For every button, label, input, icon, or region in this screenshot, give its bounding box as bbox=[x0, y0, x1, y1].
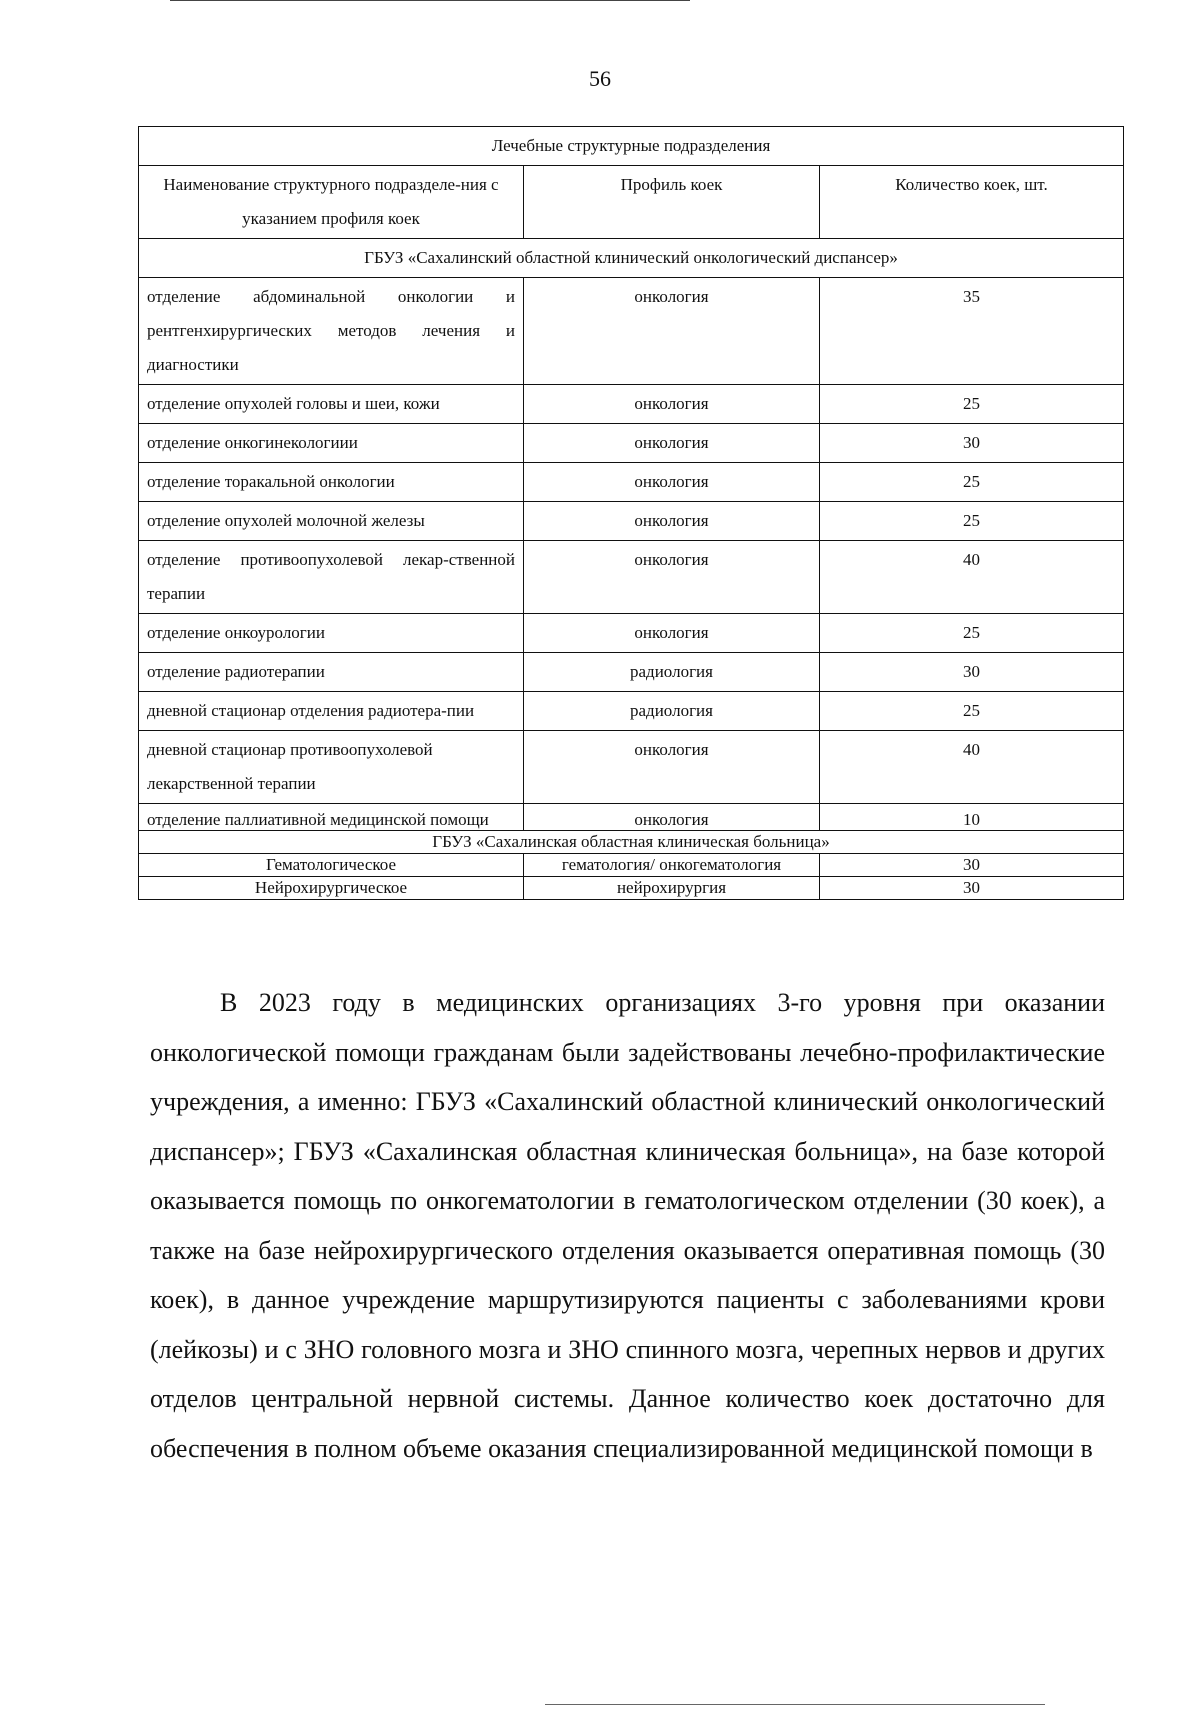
table-row bbox=[139, 463, 1124, 502]
bed-count: 30 bbox=[820, 653, 1124, 692]
table-caption: Лечебные структурные подразделения bbox=[139, 127, 1124, 166]
group-title-row bbox=[139, 831, 1124, 854]
bed-count: 40 bbox=[820, 541, 1124, 614]
table-row bbox=[139, 854, 1124, 877]
table-row bbox=[139, 692, 1124, 731]
unit-name: отделение онкоурологии bbox=[139, 614, 524, 653]
bed-count: 40 bbox=[820, 731, 1124, 804]
page-number: 56 bbox=[589, 66, 611, 91]
table-caption-row bbox=[139, 127, 1124, 166]
table-row bbox=[139, 424, 1124, 463]
bed-count: 30 bbox=[820, 424, 1124, 463]
table-row bbox=[139, 877, 1124, 900]
bed-profile: онкология bbox=[524, 502, 820, 541]
table-row bbox=[139, 614, 1124, 653]
unit-name: отделение опухолей молочной железы bbox=[139, 502, 524, 541]
unit-name: отделение абдоминальной онкологии и рентгенхирургических методов лечения и диагностики bbox=[139, 278, 524, 385]
group-title-oncology-dispensary: ГБУЗ «Сахалинский областной клинический онкологический диспансер» bbox=[139, 239, 1124, 278]
bed-profile: онкология bbox=[524, 541, 820, 614]
bed-profile: онкология bbox=[524, 614, 820, 653]
unit-name: отделение торакальной онкологии bbox=[139, 463, 524, 502]
table-row bbox=[139, 541, 1124, 614]
table-row bbox=[139, 502, 1124, 541]
unit-name: отделение противоопухолевой лекар-ственной терапии bbox=[139, 541, 524, 614]
header-unit-name: Наименование структурного подразделе-ния с указанием профиля коек bbox=[139, 166, 524, 239]
top-edge-rule bbox=[170, 0, 690, 2]
unit-name: Нейрохирургическое bbox=[139, 877, 524, 900]
bed-count: 25 bbox=[820, 502, 1124, 541]
table-header-row bbox=[139, 166, 1124, 239]
bed-count: 10 bbox=[820, 804, 1124, 831]
unit-name: отделение онкогинекологиии bbox=[139, 424, 524, 463]
table-row bbox=[139, 731, 1124, 804]
unit-name: дневной стационар противоопухолевой лекарственной терапии bbox=[139, 731, 524, 804]
bed-profile: онкология bbox=[524, 463, 820, 502]
unit-name: отделение опухолей головы и шеи, кожи bbox=[139, 385, 524, 424]
header-bed-profile: Профиль коек bbox=[524, 166, 820, 239]
bed-profile: радиология bbox=[524, 692, 820, 731]
unit-name: отделение радиотерапии bbox=[139, 653, 524, 692]
header-bed-count: Количество коек, шт. bbox=[820, 166, 1124, 239]
table-row bbox=[139, 278, 1124, 385]
unit-name: отделение паллиативной медицинской помощи bbox=[139, 804, 524, 831]
bed-profile: онкология bbox=[524, 424, 820, 463]
unit-name: Гематологическое bbox=[139, 854, 524, 877]
body-paragraph: В 2023 году в медицинских организациях 3-го уровня при оказании онкологической помощи гражданам были задействованы лечебно-профилактические учреждения, а именно: ГБУЗ «Сахалинский областной клинический онкологический диспансер»; ГБУЗ «Сахалинская областная клиническая больница», на базе которой оказывается помощь по онкогематологии в гематологическом отделении (30 коек), а также на базе нейрохирургического отделения оказывается оперативная помощь (30 коек), в данное учреждение маршрутизируются пациенты с заболеваниями крови (лейкозы) и с ЗНО головного мозга и ЗНО спинного мозга, черепных нервов и других отделов центральной нервной системы. Данное количество коек достаточно для обеспечения в полном объеме оказания специализированной медицинской помощи в bbox=[150, 988, 1105, 1463]
bed-count: 35 bbox=[820, 278, 1124, 385]
bed-count: 25 bbox=[820, 385, 1124, 424]
bed-profile: онкология bbox=[524, 804, 820, 831]
bed-profile: онкология bbox=[524, 385, 820, 424]
group-title-clinical-hospital: ГБУЗ «Сахалинская областная клиническая больница» bbox=[139, 831, 1124, 854]
bed-count: 25 bbox=[820, 692, 1124, 731]
bed-profile: онкология bbox=[524, 731, 820, 804]
table-row bbox=[139, 385, 1124, 424]
bed-count: 30 bbox=[820, 877, 1124, 900]
group-title-row bbox=[139, 239, 1124, 278]
unit-name: дневной стационар отделения радиотера-пии bbox=[139, 692, 524, 731]
bed-profile: нейрохирургия bbox=[524, 877, 820, 900]
table-row bbox=[139, 653, 1124, 692]
bed-count: 30 bbox=[820, 854, 1124, 877]
bed-profile: онкология bbox=[524, 278, 820, 385]
bed-profile: радиология bbox=[524, 653, 820, 692]
bed-count: 25 bbox=[820, 614, 1124, 653]
bed-count: 25 bbox=[820, 463, 1124, 502]
body-text bbox=[150, 978, 1105, 1473]
bottom-edge-rule bbox=[545, 1704, 1045, 1706]
table-row bbox=[139, 804, 1124, 831]
beds-table bbox=[138, 126, 1124, 900]
bed-profile: гематология/ онкогематология bbox=[524, 854, 820, 877]
